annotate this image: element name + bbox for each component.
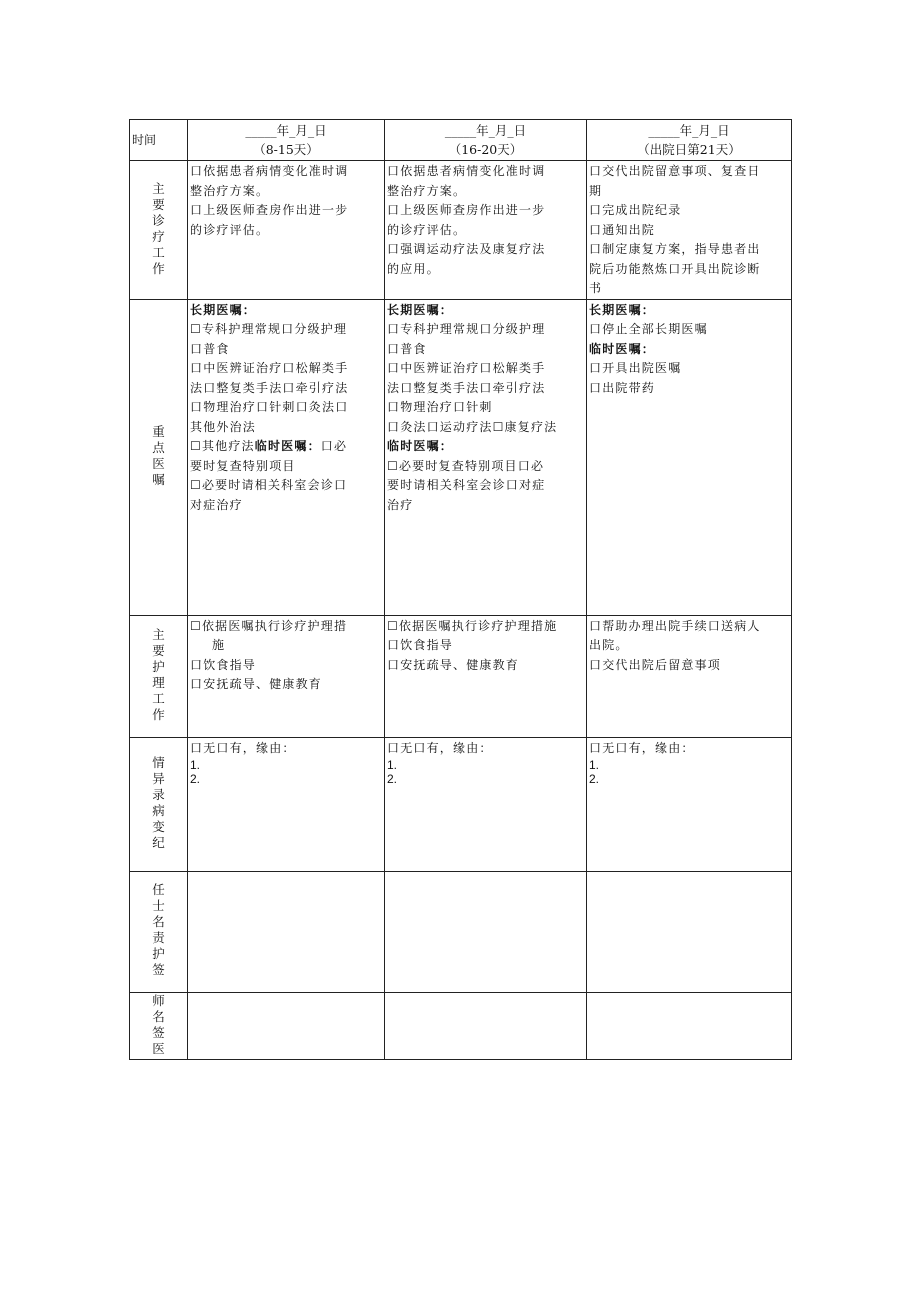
header-col1 — [188, 120, 385, 161]
time-label: 时间 — [130, 120, 188, 161]
nurse-sign-row — [130, 871, 792, 992]
diagnosis-col2: 口依据患者病情变化准时调 整治疗方案。 口上级医师查房作出进一步 的诊疗评估。 口强调运动疗法及康复疗法 的应用。 — [385, 161, 587, 300]
variance-label: 情异录病变纪 — [130, 737, 188, 871]
variance-col2: 口无口有，缘由： 1. 2. — [385, 737, 587, 871]
col2-period: （16-20天） — [448, 142, 523, 157]
nurse-sign-col2[interactable] — [385, 871, 587, 992]
col3-date: _____年_月_日 — [648, 123, 730, 138]
clinical-pathway-table — [129, 119, 792, 1060]
orders-col1: 长期医嘱： ☐专科护理常规口分级护理 口普食 口中医辨证治疗口松解类手 法口整复类手法口牵引疗法 口物理治疗口针刺口灸法口 其他外治法 ☐其他疗法临时医嘱：口必 要时复查特别项目 ☐必要时请相关科室会诊口 对症治疗 — [188, 299, 385, 615]
doctor-sign-row — [130, 992, 792, 1060]
diagnosis-col1: 口依据患者病情变化准时调 整治疗方案。 口上级医师查房作出进一步 的诊疗评估。 — [188, 161, 385, 300]
variance-row — [130, 737, 792, 871]
nursing-col3: 口帮助办理出院手续口送病人 出院。 口交代出院后留意事项 — [587, 615, 792, 737]
orders-label: 重点医嘱 — [130, 299, 188, 615]
diagnosis-row — [130, 161, 792, 300]
variance-col1: 口无口有，缘由： 1. 2. — [188, 737, 385, 871]
nursing-row — [130, 615, 792, 737]
orders-row — [130, 299, 792, 615]
nurse-sign-label: 任士名责护签 — [130, 871, 188, 992]
orders-col3: 长期医嘱： 口停止全部长期医嘱 临时医嘱： 口开具出院医嘱 口出院带药 — [587, 299, 792, 615]
nursing-col2: ☐依据医嘱执行诊疗护理措施 口饮食指导 口安抚疏导、健康教育 — [385, 615, 587, 737]
nurse-sign-col1[interactable] — [188, 871, 385, 992]
header-col3 — [587, 120, 792, 161]
doctor-sign-label: 师名签医 — [130, 992, 188, 1060]
diagnosis-label: 主要诊疗工作 — [130, 161, 188, 300]
col3-period: （出院日第21天） — [637, 142, 741, 157]
nursing-col1: ☐依据医嘱执行诊疗护理措 施 口饮食指导 口安抚疏导、健康教育 — [188, 615, 385, 737]
doctor-sign-col2[interactable] — [385, 992, 587, 1060]
header-row — [130, 120, 792, 161]
col1-date: _____年_月_日 — [245, 123, 327, 138]
diagnosis-col3: 口交代出院留意事项、复查日 期 口完成出院纪录 口通知出院 口制定康复方案，指导患者出 院后功能熬炼口开具出院诊断 书 — [587, 161, 792, 300]
doctor-sign-col3[interactable] — [587, 992, 792, 1060]
col2-date: _____年_月_日 — [444, 123, 527, 138]
variance-col3: 口无口有，缘由： 1. 2. — [587, 737, 792, 871]
nurse-sign-col3[interactable] — [587, 871, 792, 992]
col1-period: （8-15天） — [253, 142, 319, 157]
header-col2 — [385, 120, 587, 161]
orders-col2: 长期医嘱： 口专科护理常规口分级护理 口普食 口中医辨证治疗口松解类手 法口整复类手法口牵引疗法 口物理治疗口针刺 口灸法口运动疗法☐康复疗法 临时医嘱： ☐必要时复查特别项目口必 要时请相关科室会诊口对症 治疗 — [385, 299, 587, 615]
nursing-label: 主要护理工作 — [130, 615, 188, 737]
doctor-sign-col1[interactable] — [188, 992, 385, 1060]
